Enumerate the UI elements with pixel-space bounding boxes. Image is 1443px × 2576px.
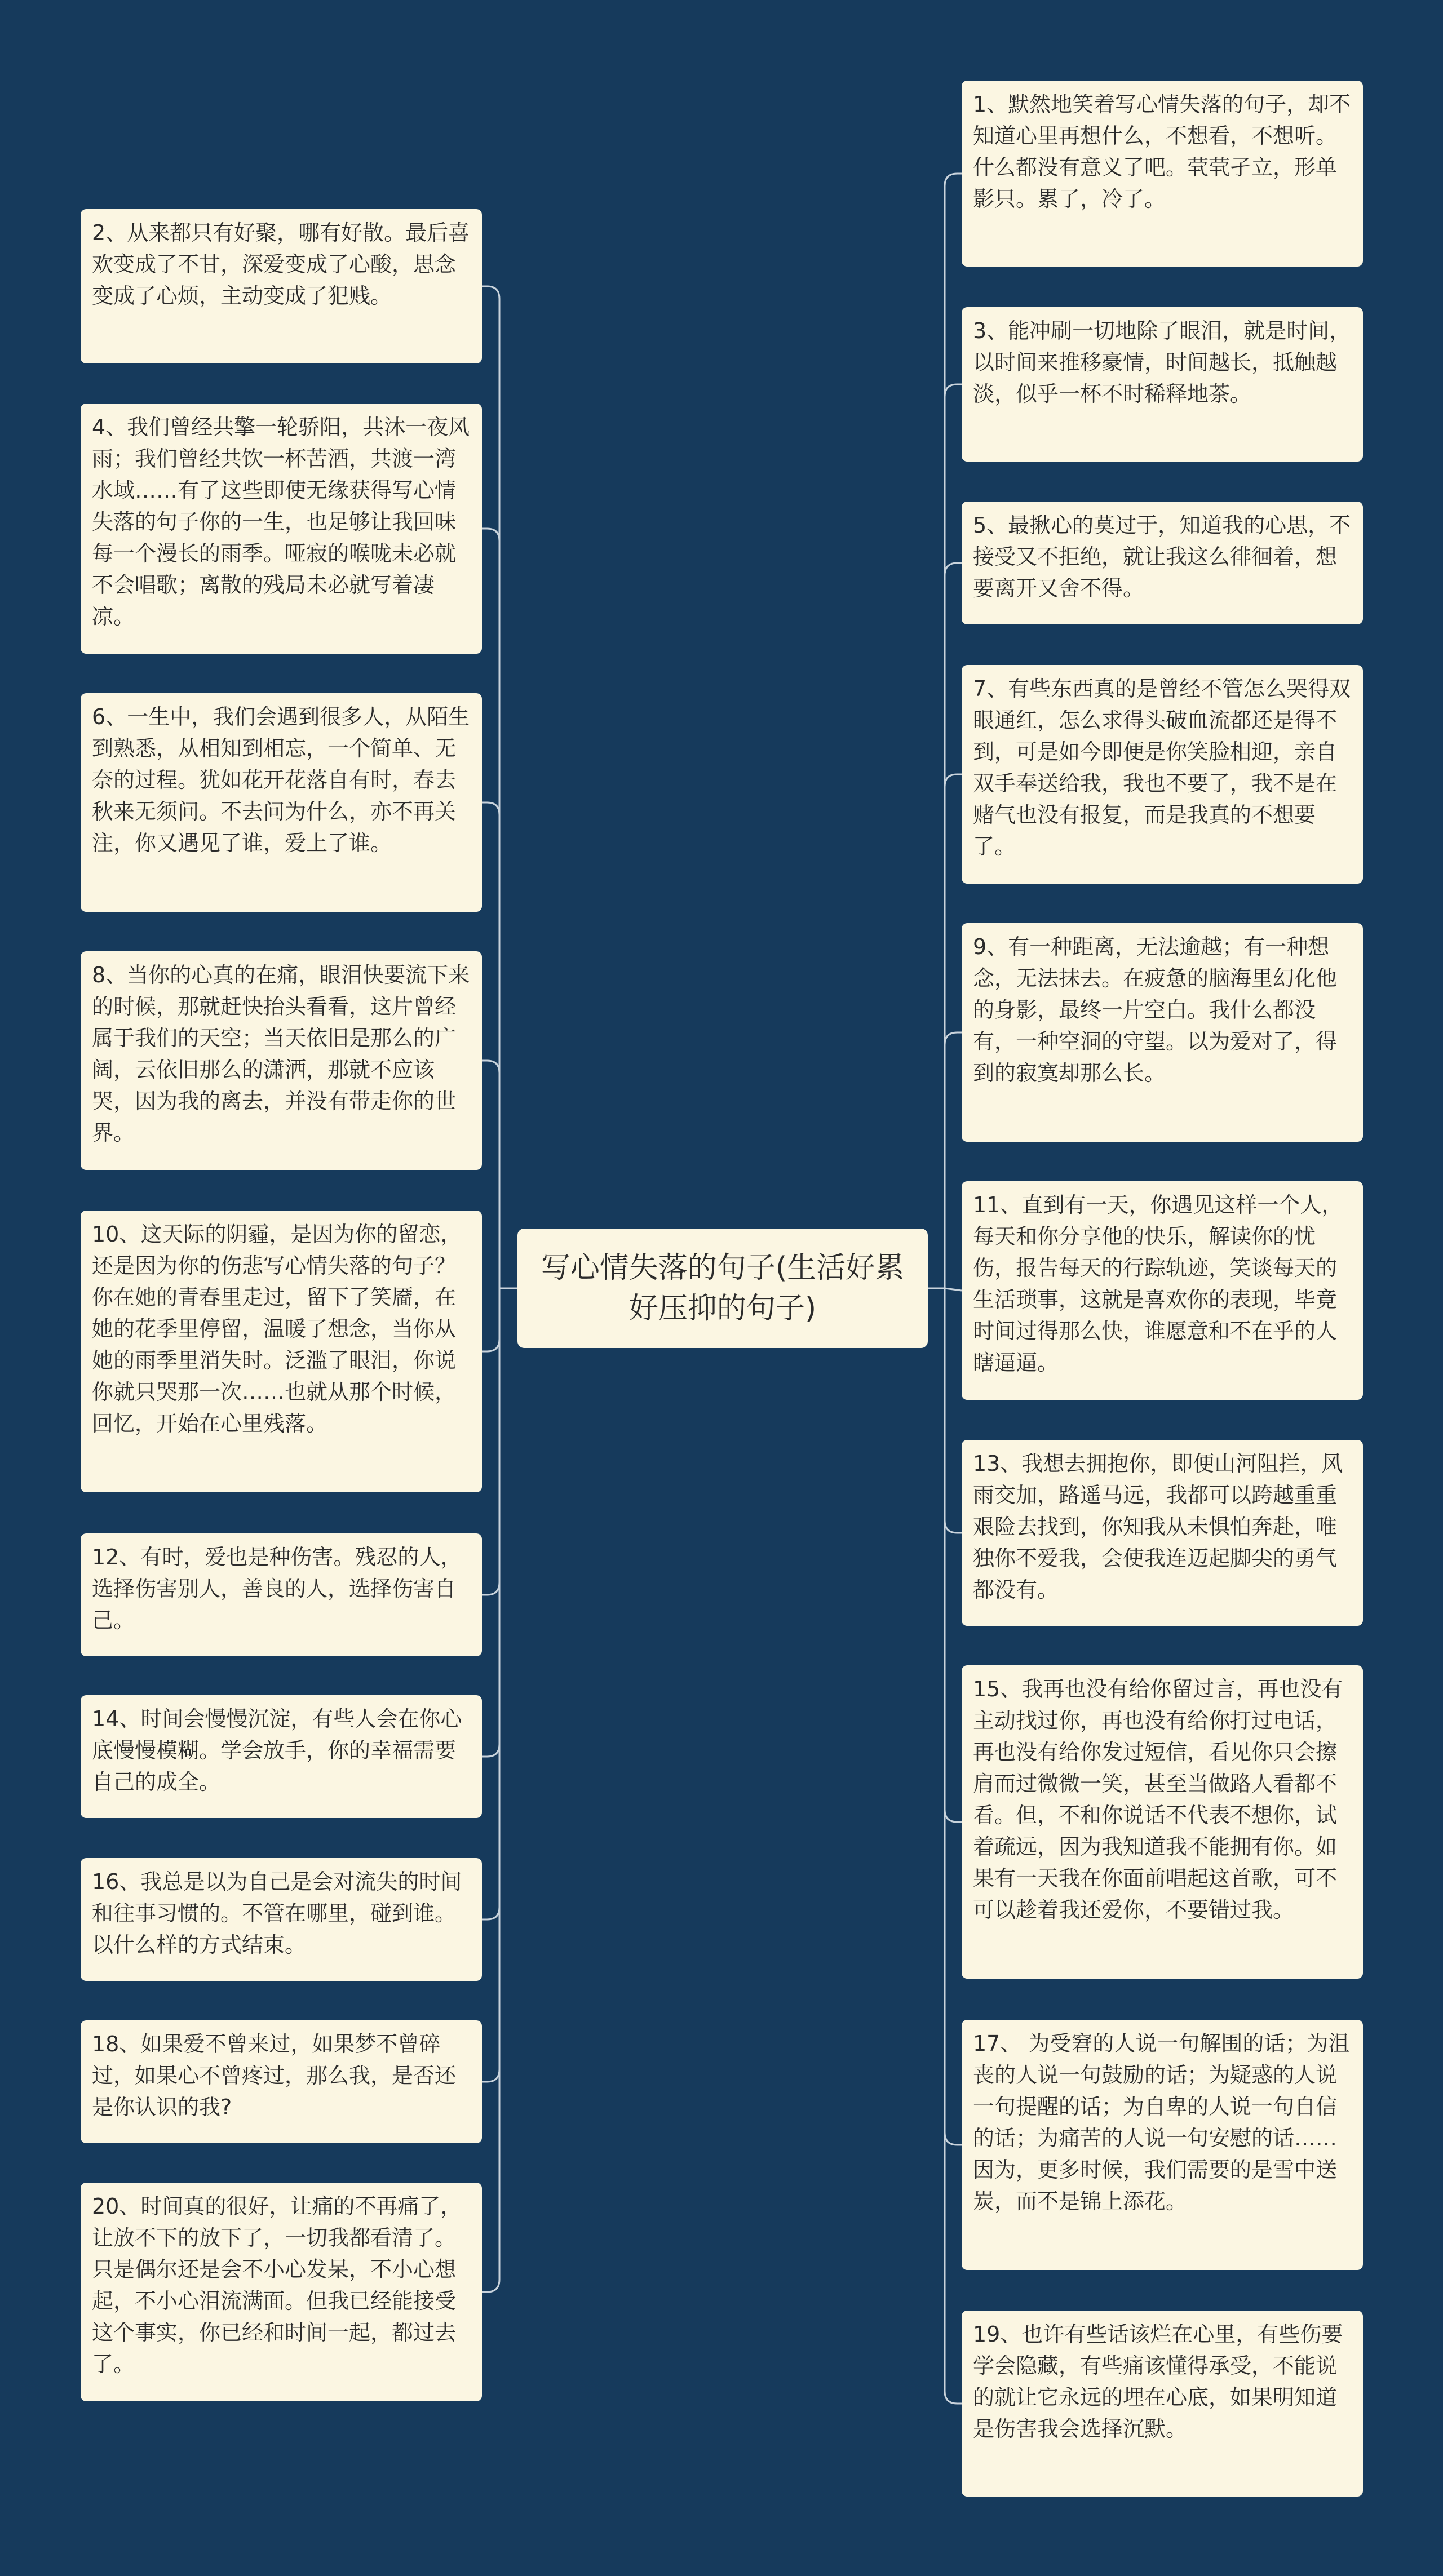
right-branch-node[interactable]: 19、也许有些话该烂在心里，有些伤要学会隐藏，有些痛该懂得承受，不能说的就让它永远的埋在心底，如果明知道是伤害我会选择沉默。 <box>962 2311 1363 2497</box>
connector-line <box>945 1288 962 1822</box>
connector-line <box>945 563 962 1288</box>
left-branch-node[interactable]: 14、时间会慢慢沉淀，有些人会在你心底慢慢模糊。学会放手，你的幸福需要自己的成全。 <box>81 1695 482 1818</box>
connector-line <box>945 1288 962 2145</box>
connector-line <box>945 1288 962 1533</box>
connector-line <box>945 1288 962 1291</box>
left-branch-node[interactable]: 12、有时，爱也是种伤害。残忍的人，选择伤害别人，善良的人，选择伤害自己。 <box>81 1533 482 1656</box>
connector-line <box>482 286 499 1288</box>
connector-line <box>482 1061 499 1288</box>
left-branch-node[interactable]: 10、这天际的阴霾，是因为你的留恋，还是因为你的伤悲写心情失落的句子？你在她的青春里走过，留下了笑靥，在她的花季里停留，温暖了想念，当你从她的雨季里消失时。泛滥了眼泪，你说你就只哭那一次……也就从那个时候，回忆，开始在心里残落。 <box>81 1211 482 1492</box>
central-topic[interactable]: 写心情失落的句子(生活好累好压抑的句子) <box>517 1229 928 1348</box>
left-branch-node[interactable]: 20、时间真的很好，让痛的不再痛了，让放不下的放下了，一切我都看清了。只是偶尔还是会不小心发呆，不小心想起，不小心泪流满面。但我已经能接受这个事实，你已经和时间一起，都过去了。 <box>81 2183 482 2401</box>
connector-line <box>945 1032 962 1288</box>
right-branch-node[interactable]: 7、有些东西真的是曾经不管怎么哭得双眼通红，怎么求得头破血流都还是得不到，可是如今即便是你笑脸相迎，亲自双手奉送给我，我也不要了，我不是在赌气也没有报复，而是我真的不想要了。 <box>962 665 1363 884</box>
connector-line <box>482 1288 499 1757</box>
connector-line <box>945 1288 962 2404</box>
connector-line <box>482 1288 499 2292</box>
right-branch-node[interactable]: 1、默然地笑着写心情失落的句子，却不知道心里再想什么，不想看，不想听。什么都没有意义了吧。茕茕孑立，形单影只。累了，冷了。 <box>962 81 1363 267</box>
connector-line <box>945 174 962 1288</box>
right-branch-node[interactable]: 9、有一种距离，无法逾越；有一种想念，无法抹去。在疲惫的脑海里幻化他的身影，最终一片空白。我什么都没有，一种空洞的守望。以为爱对了，得到的寂寞却那么长。 <box>962 923 1363 1142</box>
connector-line <box>482 1288 499 2082</box>
connector-line <box>482 802 499 1288</box>
right-branch-node[interactable]: 13、我想去拥抱你，即便山河阻拦，风雨交加，路遥马远，我都可以跨越重重艰险去找到，你知我从未惧怕奔赴，唯独你不爱我，会使我连迈起脚尖的勇气都没有。 <box>962 1440 1363 1626</box>
right-branch-node[interactable]: 5、最揪心的莫过于，知道我的心思，不接受又不拒绝，就让我这么徘徊着，想要离开又舍不得。 <box>962 502 1363 624</box>
left-branch-node[interactable]: 18、如果爱不曾来过，如果梦不曾碎过，如果心不曾疼过，那么我，是否还是你认识的我? <box>81 2020 482 2143</box>
connector-line <box>482 1288 499 1919</box>
left-branch-node[interactable]: 16、我总是以为自己是会对流失的时间和往事习惯的。不管在哪里，碰到谁。以什么样的方式结束。 <box>81 1858 482 1981</box>
right-branch-node[interactable]: 15、我再也没有给你留过言，再也没有主动找过你，再也没有给你打过电话，再也没有给你发过短信，看见你只会擦肩而过微微一笑，甚至当做路人看都不看。但，不和你说话不代表不想你，试着疏远，因为我知道我不能拥有你。如果有一天我在你面前唱起这首歌，可不可以趁着我还爱你，不要错过我。 <box>962 1665 1363 1979</box>
connector-line <box>945 774 962 1288</box>
right-branch-node[interactable]: 17、 为受窘的人说一句解围的话；为沮丧的人说一句鼓励的话；为疑惑的人说一句提醒的话；为自卑的人说一句自信的话；为痛苦的人说一句安慰的话……因为，更多时候，我们需要的是雪中送炭，而不是锦上添花。 <box>962 2020 1363 2270</box>
left-branch-node[interactable]: 2、从来都只有好聚，哪有好散。最后喜欢变成了不甘，深爱变成了心酸，思念变成了心烦，主动变成了犯贱。 <box>81 209 482 363</box>
left-branch-node[interactable]: 4、我们曾经共擎一轮骄阳，共沐一夜风雨；我们曾经共饮一杯苦酒，共渡一湾水域……有了这些即使无缘获得写心情失落的句子你的一生，也足够让我回味每一个漫长的雨季。哑寂的喉咙未必就不会唱歌；离散的残局未必就写着凄凉。 <box>81 404 482 654</box>
right-branch-node[interactable]: 11、直到有一天，你遇见这样一个人，每天和你分享他的快乐，解读你的忧伤，报告每天的行踪轨迹，笑谈每天的生活琐事，这就是喜欢你的表现，毕竟时间过得那么快，谁愿意和不在乎的人瞎逼逼。 <box>962 1181 1363 1400</box>
connector-line <box>482 1288 499 1595</box>
left-branch-node[interactable]: 6、一生中，我们会遇到很多人，从陌生到熟悉，从相知到相忘，一个简单、无奈的过程。犹如花开花落自有时，春去秋来无须问。不去问为什么，亦不再关注，你又遇见了谁，爱上了谁。 <box>81 693 482 912</box>
left-branch-node[interactable]: 8、当你的心真的在痛，眼泪快要流下来的时候，那就赶快抬头看看，这片曾经属于我们的天空；当天依旧是那么的广阔，云依旧那么的潇洒，那就不应该哭，因为我的离去，并没有带走你的世界。 <box>81 951 482 1170</box>
connector-line <box>945 384 962 1288</box>
connector-line <box>482 529 499 1288</box>
right-branch-node[interactable]: 3、能冲刷一切地除了眼泪，就是时间，以时间来推移豪情，时间越长，抵触越淡，似乎一杯不时稀释地茶。 <box>962 307 1363 462</box>
connector-line <box>482 1288 499 1351</box>
